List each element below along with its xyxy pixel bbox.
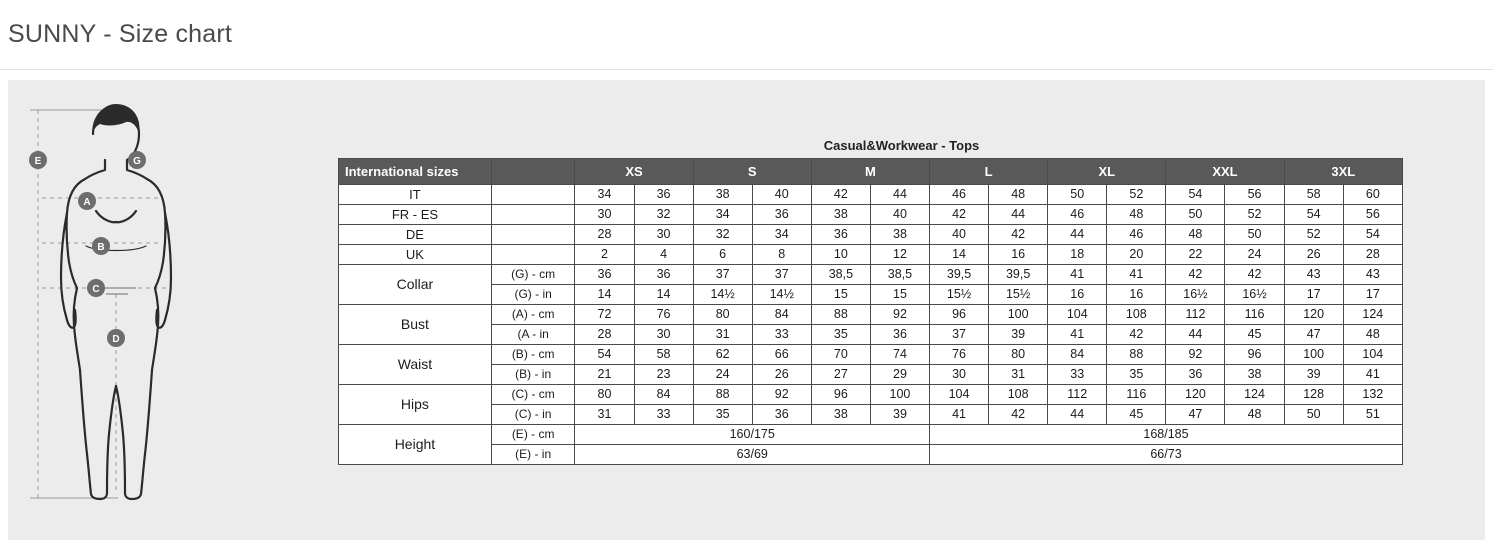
cell: 42 bbox=[930, 205, 989, 225]
cell: 88 bbox=[1107, 345, 1166, 365]
cell: 96 bbox=[1225, 345, 1284, 365]
header-unit-blank bbox=[491, 159, 575, 185]
cell: 35 bbox=[811, 325, 870, 345]
cell: 37 bbox=[693, 265, 752, 285]
cell: 128 bbox=[1284, 385, 1343, 405]
cell: 104 bbox=[930, 385, 989, 405]
header-size-m: M bbox=[811, 159, 929, 185]
cell: 37 bbox=[752, 265, 811, 285]
svg-text:B: B bbox=[97, 242, 105, 253]
cell: 50 bbox=[1166, 205, 1225, 225]
cell: 41 bbox=[930, 405, 989, 425]
cell: 52 bbox=[1225, 205, 1284, 225]
cell: 80 bbox=[989, 345, 1048, 365]
cell: 42 bbox=[1225, 265, 1284, 285]
row-label-uk: UK bbox=[339, 245, 492, 265]
cell: 40 bbox=[930, 225, 989, 245]
cell: 104 bbox=[1048, 305, 1107, 325]
cell: 72 bbox=[575, 305, 634, 325]
cell: 48 bbox=[1343, 325, 1402, 345]
cell: 30 bbox=[634, 225, 693, 245]
cell: 14½ bbox=[752, 285, 811, 305]
cell: 31 bbox=[575, 405, 634, 425]
header-size-s: S bbox=[693, 159, 811, 185]
cell: 12 bbox=[870, 245, 929, 265]
cell: 84 bbox=[634, 385, 693, 405]
cell: 31 bbox=[693, 325, 752, 345]
cell: 27 bbox=[811, 365, 870, 385]
cell: 39 bbox=[870, 405, 929, 425]
table-row bbox=[339, 425, 1403, 445]
cell: 30 bbox=[930, 365, 989, 385]
table-row bbox=[339, 205, 1403, 225]
cell: 50 bbox=[1284, 405, 1343, 425]
cell: 6 bbox=[693, 245, 752, 265]
table-row bbox=[339, 405, 1403, 425]
cell: 74 bbox=[870, 345, 929, 365]
cell: 42 bbox=[1166, 265, 1225, 285]
cell: 116 bbox=[1107, 385, 1166, 405]
row-label-de: DE bbox=[339, 225, 492, 245]
cell: 48 bbox=[989, 185, 1048, 205]
row-label-bust: Bust bbox=[339, 305, 492, 345]
cell: 15½ bbox=[930, 285, 989, 305]
row-label-hips: Hips bbox=[339, 385, 492, 425]
marker-B bbox=[92, 237, 110, 255]
cell: 24 bbox=[693, 365, 752, 385]
cell: 54 bbox=[575, 345, 634, 365]
cell: 45 bbox=[1225, 325, 1284, 345]
page-header bbox=[0, 0, 1493, 70]
cell: 41 bbox=[1343, 365, 1402, 385]
cell: 32 bbox=[693, 225, 752, 245]
cell: 10 bbox=[811, 245, 870, 265]
cell: 80 bbox=[575, 385, 634, 405]
cell: 33 bbox=[1048, 365, 1107, 385]
marker-D bbox=[107, 329, 125, 347]
cell: 28 bbox=[1343, 245, 1402, 265]
cell: 96 bbox=[811, 385, 870, 405]
cell: 36 bbox=[634, 185, 693, 205]
table-header-row bbox=[339, 159, 1403, 185]
page-title: SUNNY - Size chart bbox=[8, 20, 233, 48]
cell: 15 bbox=[870, 285, 929, 305]
cell: 39 bbox=[1284, 365, 1343, 385]
cell: 32 bbox=[634, 205, 693, 225]
row-unit-de bbox=[491, 225, 575, 245]
cell-height-in-right: 66/73 bbox=[930, 445, 1403, 465]
cell: 2 bbox=[575, 245, 634, 265]
cell: 14 bbox=[634, 285, 693, 305]
cell: 50 bbox=[1048, 185, 1107, 205]
cell: 88 bbox=[693, 385, 752, 405]
header-size-xl: XL bbox=[1048, 159, 1166, 185]
size-table bbox=[338, 158, 1403, 465]
table-row bbox=[339, 325, 1403, 345]
row-label-collar: Collar bbox=[339, 265, 492, 305]
table-row bbox=[339, 245, 1403, 265]
cell: 41 bbox=[1048, 265, 1107, 285]
size-table-area bbox=[338, 138, 1485, 465]
cell: 44 bbox=[1048, 405, 1107, 425]
cell: 70 bbox=[811, 345, 870, 365]
cell: 44 bbox=[989, 205, 1048, 225]
cell: 15 bbox=[811, 285, 870, 305]
cell: 34 bbox=[693, 205, 752, 225]
cell: 100 bbox=[870, 385, 929, 405]
cell: 80 bbox=[693, 305, 752, 325]
cell: 132 bbox=[1343, 385, 1402, 405]
svg-text:D: D bbox=[112, 334, 120, 345]
cell: 37 bbox=[930, 325, 989, 345]
cell: 46 bbox=[930, 185, 989, 205]
cell-height-cm-left: 160/175 bbox=[575, 425, 930, 445]
cell: 38 bbox=[1225, 365, 1284, 385]
cell: 16½ bbox=[1225, 285, 1284, 305]
cell: 100 bbox=[989, 305, 1048, 325]
row-label-height: Height bbox=[339, 425, 492, 465]
cell: 47 bbox=[1284, 325, 1343, 345]
cell: 30 bbox=[575, 205, 634, 225]
cell: 38 bbox=[693, 185, 752, 205]
cell: 4 bbox=[634, 245, 693, 265]
table-row bbox=[339, 225, 1403, 245]
cell: 35 bbox=[693, 405, 752, 425]
cell: 76 bbox=[930, 345, 989, 365]
table-row bbox=[339, 185, 1403, 205]
cell: 41 bbox=[1107, 265, 1166, 285]
cell: 36 bbox=[634, 265, 693, 285]
cell: 38,5 bbox=[811, 265, 870, 285]
cell: 39,5 bbox=[989, 265, 1048, 285]
cell: 14 bbox=[575, 285, 634, 305]
row-unit-it bbox=[491, 185, 575, 205]
row-unit-height-in: (E) - in bbox=[491, 445, 575, 465]
cell: 16 bbox=[1107, 285, 1166, 305]
header-international-sizes: International sizes bbox=[339, 159, 492, 185]
cell: 62 bbox=[693, 345, 752, 365]
cell: 51 bbox=[1343, 405, 1402, 425]
cell: 60 bbox=[1343, 185, 1402, 205]
cell: 36 bbox=[575, 265, 634, 285]
cell: 28 bbox=[575, 225, 634, 245]
cell: 108 bbox=[989, 385, 1048, 405]
cell: 16 bbox=[1048, 285, 1107, 305]
svg-text:E: E bbox=[34, 156, 42, 167]
cell: 44 bbox=[1048, 225, 1107, 245]
cell: 92 bbox=[752, 385, 811, 405]
marker-G bbox=[128, 151, 146, 169]
table-row bbox=[339, 265, 1403, 285]
cell: 84 bbox=[752, 305, 811, 325]
cell: 47 bbox=[1166, 405, 1225, 425]
svg-text:C: C bbox=[92, 284, 100, 295]
cell: 44 bbox=[1166, 325, 1225, 345]
row-unit-bust-cm: (A) - cm bbox=[491, 305, 575, 325]
cell: 36 bbox=[811, 225, 870, 245]
cell: 43 bbox=[1343, 265, 1402, 285]
cell: 112 bbox=[1166, 305, 1225, 325]
cell: 124 bbox=[1225, 385, 1284, 405]
cell: 22 bbox=[1166, 245, 1225, 265]
cell: 46 bbox=[1107, 225, 1166, 245]
cell: 34 bbox=[752, 225, 811, 245]
cell: 44 bbox=[870, 185, 929, 205]
table-row bbox=[339, 365, 1403, 385]
cell: 36 bbox=[870, 325, 929, 345]
row-unit-hips-in: (C) - in bbox=[491, 405, 575, 425]
cell: 39,5 bbox=[930, 265, 989, 285]
cell: 36 bbox=[1166, 365, 1225, 385]
cell: 46 bbox=[1048, 205, 1107, 225]
cell: 56 bbox=[1343, 205, 1402, 225]
cell-height-in-left: 63/69 bbox=[575, 445, 930, 465]
header-size-l: L bbox=[930, 159, 1048, 185]
cell: 108 bbox=[1107, 305, 1166, 325]
cell: 36 bbox=[752, 405, 811, 425]
cell: 112 bbox=[1048, 385, 1107, 405]
size-chart-panel bbox=[8, 80, 1485, 540]
cell: 45 bbox=[1107, 405, 1166, 425]
table-row bbox=[339, 285, 1403, 305]
cell: 40 bbox=[752, 185, 811, 205]
cell: 52 bbox=[1284, 225, 1343, 245]
cell: 116 bbox=[1225, 305, 1284, 325]
cell: 66 bbox=[752, 345, 811, 365]
cell: 31 bbox=[989, 365, 1048, 385]
cell: 92 bbox=[1166, 345, 1225, 365]
cell: 92 bbox=[870, 305, 929, 325]
row-unit-uk bbox=[491, 245, 575, 265]
cell: 84 bbox=[1048, 345, 1107, 365]
cell: 26 bbox=[1284, 245, 1343, 265]
cell: 54 bbox=[1343, 225, 1402, 245]
row-label-waist: Waist bbox=[339, 345, 492, 385]
header-size-3xl: 3XL bbox=[1284, 159, 1402, 185]
cell: 33 bbox=[634, 405, 693, 425]
cell: 17 bbox=[1284, 285, 1343, 305]
cell: 38 bbox=[811, 205, 870, 225]
table-row bbox=[339, 385, 1403, 405]
cell: 124 bbox=[1343, 305, 1402, 325]
cell: 104 bbox=[1343, 345, 1402, 365]
cell: 35 bbox=[1107, 365, 1166, 385]
row-unit-bust-in: (A - in bbox=[491, 325, 575, 345]
header-size-xxl: XXL bbox=[1166, 159, 1284, 185]
marker-A bbox=[78, 192, 96, 210]
table-row bbox=[339, 345, 1403, 365]
cell: 96 bbox=[930, 305, 989, 325]
svg-text:A: A bbox=[83, 197, 91, 208]
marker-C bbox=[87, 279, 105, 297]
row-label-fr-es: FR - ES bbox=[339, 205, 492, 225]
female-figure-svg bbox=[8, 98, 338, 518]
cell: 48 bbox=[1166, 225, 1225, 245]
cell: 34 bbox=[575, 185, 634, 205]
header-size-xs: XS bbox=[575, 159, 693, 185]
cell-height-cm-right: 168/185 bbox=[930, 425, 1403, 445]
cell: 29 bbox=[870, 365, 929, 385]
cell: 15½ bbox=[989, 285, 1048, 305]
cell: 42 bbox=[811, 185, 870, 205]
cell: 42 bbox=[1107, 325, 1166, 345]
cell: 14½ bbox=[693, 285, 752, 305]
cell: 24 bbox=[1225, 245, 1284, 265]
cell: 76 bbox=[634, 305, 693, 325]
cell: 16 bbox=[989, 245, 1048, 265]
row-label-it: IT bbox=[339, 185, 492, 205]
cell: 120 bbox=[1284, 305, 1343, 325]
cell: 20 bbox=[1107, 245, 1166, 265]
cell: 48 bbox=[1107, 205, 1166, 225]
body-diagram bbox=[8, 98, 338, 518]
cell: 8 bbox=[752, 245, 811, 265]
cell: 88 bbox=[811, 305, 870, 325]
marker-E bbox=[29, 151, 47, 169]
cell: 21 bbox=[575, 365, 634, 385]
row-unit-waist-cm: (B) - cm bbox=[491, 345, 575, 365]
cell: 43 bbox=[1284, 265, 1343, 285]
cell: 28 bbox=[575, 325, 634, 345]
cell: 56 bbox=[1225, 185, 1284, 205]
cell: 17 bbox=[1343, 285, 1402, 305]
row-unit-collar-in: (G) - in bbox=[491, 285, 575, 305]
cell: 14 bbox=[930, 245, 989, 265]
cell: 39 bbox=[989, 325, 1048, 345]
cell: 52 bbox=[1107, 185, 1166, 205]
table-row bbox=[339, 305, 1403, 325]
cell: 54 bbox=[1166, 185, 1225, 205]
cell: 40 bbox=[870, 205, 929, 225]
cell: 36 bbox=[752, 205, 811, 225]
row-unit-height-cm: (E) - cm bbox=[491, 425, 575, 445]
cell: 54 bbox=[1284, 205, 1343, 225]
cell: 50 bbox=[1225, 225, 1284, 245]
cell: 38,5 bbox=[870, 265, 929, 285]
cell: 26 bbox=[752, 365, 811, 385]
cell: 120 bbox=[1166, 385, 1225, 405]
table-row bbox=[339, 445, 1403, 465]
row-unit-fr-es bbox=[491, 205, 575, 225]
row-unit-collar-cm: (G) - cm bbox=[491, 265, 575, 285]
cell: 38 bbox=[870, 225, 929, 245]
cell: 42 bbox=[989, 225, 1048, 245]
cell: 58 bbox=[1284, 185, 1343, 205]
table-caption: Casual&Workwear - Tops bbox=[823, 138, 980, 153]
cell: 58 bbox=[634, 345, 693, 365]
row-unit-hips-cm: (C) - cm bbox=[491, 385, 575, 405]
cell: 100 bbox=[1284, 345, 1343, 365]
cell: 33 bbox=[752, 325, 811, 345]
cell: 18 bbox=[1048, 245, 1107, 265]
row-unit-waist-in: (B) - in bbox=[491, 365, 575, 385]
cell: 16½ bbox=[1166, 285, 1225, 305]
cell: 23 bbox=[634, 365, 693, 385]
cell: 48 bbox=[1225, 405, 1284, 425]
cell: 38 bbox=[811, 405, 870, 425]
cell: 42 bbox=[989, 405, 1048, 425]
cell: 30 bbox=[634, 325, 693, 345]
svg-text:G: G bbox=[133, 156, 141, 167]
cell: 41 bbox=[1048, 325, 1107, 345]
